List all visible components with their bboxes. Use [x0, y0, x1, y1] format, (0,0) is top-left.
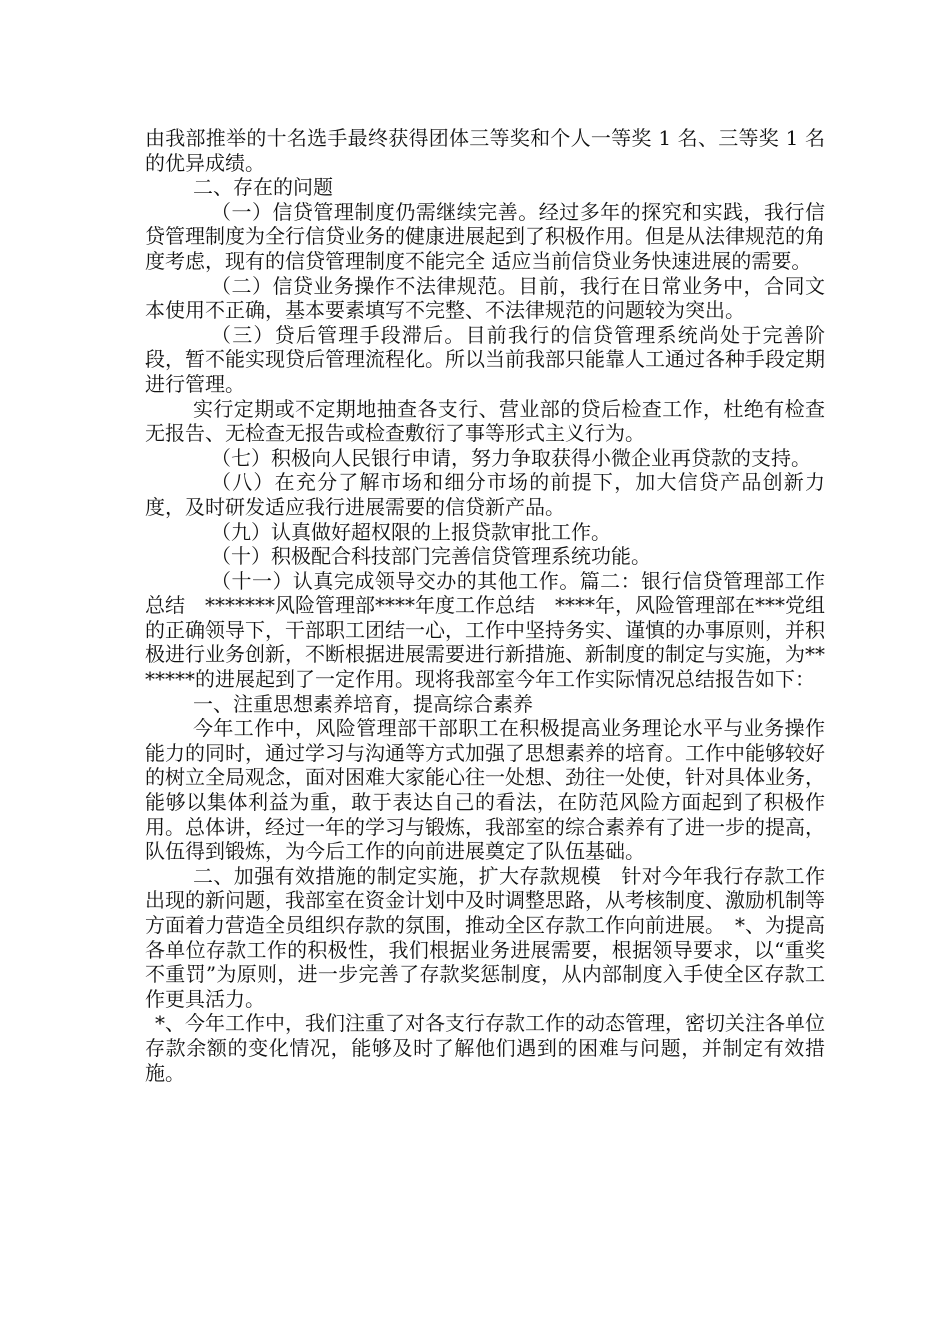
paragraph: 二、加强有效措施的制定实施，扩大存款规模 针对今年我行存款工作出现的新问题，我部室在资金计划中及时调整思路，从考核制度、激励机制等方面着力营造全员组织存款的氛围，推动全区存款工作向前进展。 *、为提高各单位存款工作的积极性，我们根据业务进展需要，根据领导要求，以“重奖不重罚”为原则，进一步完善了存款奖惩制度，从内部制度入手使全区存款工作更具活力。	[145, 863, 825, 1011]
paragraph: （一）信贷管理制度仍需继续完善。经过多年的探究和实践，我行信贷管理制度为全行信贷业务的健康进展起到了积极作用。但是从法律规范的角度考虑，现有的信贷管理制度不能完全 适应当前信贷业务快速进展的需要。	[145, 199, 825, 273]
section-heading-problems: 二、存在的问题	[193, 175, 333, 200]
paragraph: （十一）认真完成领导交办的其他工作。篇二：银行信贷管理部工作总结 *******风险管理部****年度工作总结 ****年，风险管理部在***党组的正确领导下，干部职工团结一心，工作中坚持务实、谨慎的办事原则，并积极进行业务创新，不断根据进展需要进行新措施、新制度的制定与实施，为*******的进展起到了一定作用。现将我部室今年工作实际情况总结报告如下：	[145, 568, 825, 692]
paragraph: （九）认真做好超权限的上报贷款审批工作。	[211, 519, 611, 544]
paragraph: （三）贷后管理手段滞后。目前我行的信贷管理系统尚处于完善阶段，暂不能实现贷后管理流程化。所以当前我部只能靠人工通过各种手段定期进行管理。	[145, 322, 825, 396]
section-heading-quality: 一、注重思想素养培育，提高综合素养	[193, 691, 533, 716]
document-page	[145, 126, 825, 1085]
paragraph: （八）在充分了解市场和细分市场的前提下，加大信贷产品创新力度，及时研发适应我行进展需要的信贷新产品。	[145, 470, 825, 519]
paragraph: （二）信贷业务操作不法律规范。目前，我行在日常业务中，合同文本使用不正确，基本要素填写不完整、不法律规范的问题较为突出。	[145, 273, 825, 323]
paragraph: *、今年工作中，我们注重了对各支行存款工作的动态管理，密切关注各单位存款余额的变化情况，能够及时了解他们遇到的困难与问题，并制定有效措施。	[145, 1011, 825, 1085]
paragraph: （七）积极向人民银行申请，努力争取获得小微企业再贷款的支持。	[211, 445, 811, 470]
paragraph: 实行定期或不定期地抽查各支行、营业部的贷后检查工作，杜绝有检查无报告、无检查无报告或检查敷衍了事等形式主义行为。	[145, 396, 825, 446]
paragraph: 由我部推举的十名选手最终获得团体三等奖和个人一等奖 1 名、三等奖 1 名的优异成绩。	[145, 126, 825, 175]
paragraph: 今年工作中，风险管理部干部职工在积极提高业务理论水平与业务操作能力的同时，通过学习与沟通等方式加强了思想素养的培育。工作中能够较好的树立全局观念，面对困难大家能心往一处想、劲往一处使，针对具体业务，能够以集体利益为重，敢于表达自己的看法，在防范风险方面起到了积极作用。总体讲，经过一年的学习与锻炼，我部室的综合素养有了进一步的提高，队伍得到锻炼，为今后工作的向前进展奠定了队伍基础。	[145, 716, 825, 864]
paragraph: （十）积极配合科技部门完善信贷管理系统功能。	[211, 544, 651, 569]
